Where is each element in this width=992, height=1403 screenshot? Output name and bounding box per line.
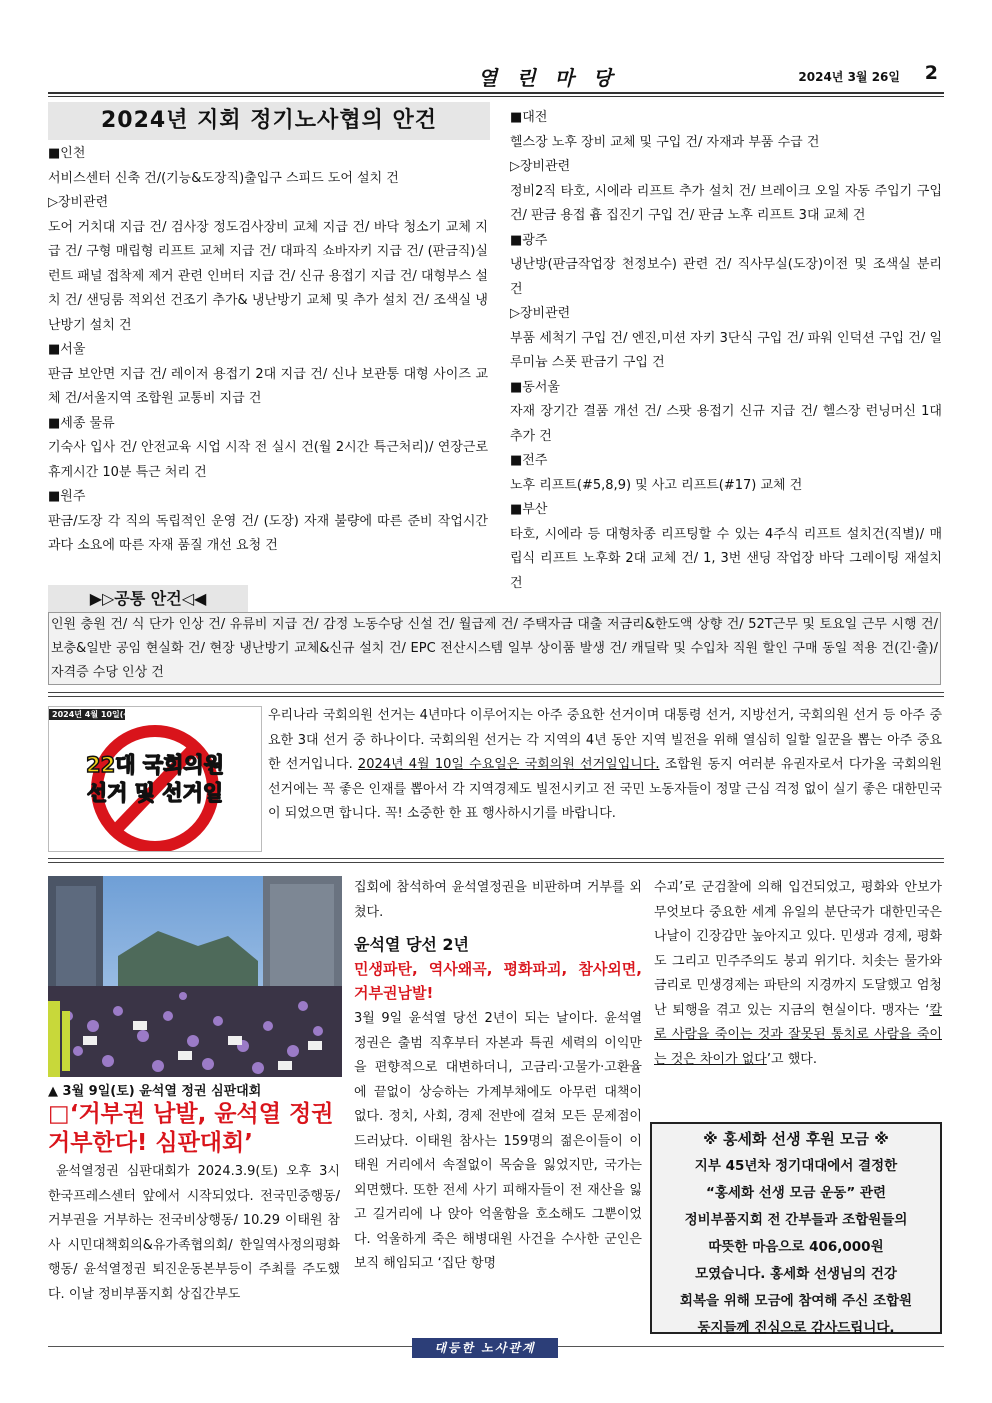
agenda-item-text: 서비스센터 신축 건/(기능&도장직)출입구 스피드 도어 설치 건: [48, 170, 399, 186]
header-rule: [48, 92, 944, 94]
region-heading: ■광주: [510, 232, 548, 248]
donation-box: [650, 1122, 942, 1334]
region-heading: ■전주: [510, 453, 548, 468]
election-badge-line1: 22대 국회의원: [86, 753, 224, 777]
region-heading: ■동서울: [510, 379, 560, 395]
election-text-underlined: 2024년 4월 10일 수요일은 국회의원 선거일입니다.: [357, 757, 660, 772]
masthead: [48, 62, 944, 90]
rally-col3-b: ’고 했다.: [766, 1051, 817, 1067]
election-text-b: 조합원 동지 여러분 유권자로서 다가올 국회의원 선거에는 꼭 좋은 인재를 뽑아서 각 지역경제도 빌전시키고 전 국민 노동자들이 정말 근심 걱정 없이 실기 좋은 대한민국이 되었으면 합니다. 꼭! 소중한 한 표 행사하시기를 바랍니다.: [268, 757, 942, 821]
section-separator-2: [48, 858, 944, 863]
region-heading: ■대전: [510, 110, 548, 125]
rally-column-1: [48, 1160, 340, 1307]
header-rule-thin: [48, 96, 944, 97]
region-heading: ▷장비관련: [510, 306, 571, 321]
newsletter-title: 열 린 마 당: [477, 66, 619, 90]
region-heading: ■원주: [48, 489, 86, 504]
rally-col3-a: 수괴’로 군검찰에 의해 입건되었고, 평화와 안보가 무엇보다 중요한 세계 유일의 분단국가 대한민국은 나날이 긴장감만 높아지고 있다. 민생과 경제, 평화도 그리고 민주주의도 붕괴 위기다. 치솟는 물가와 금리로 민생경제는 파탄의 지경까지 도달했고 엄청난 퇴행을 겪고 있는 지금의 현실이다. 맹자는 ‘: [654, 880, 942, 1018]
section-separator: [48, 692, 944, 697]
agenda-item-text: 기숙사 입사 건/ 안전교육 시업 시작 전 실시 건(월 2시간 특근처리)/ 연장근로 휴게시간 10분 특근 처리 건: [48, 440, 488, 480]
agenda-left-column: [48, 142, 488, 559]
rally-subheading-red: 민생파탄, 역사왜곡, 평화파괴, 참사외면, 거부권남발!: [354, 960, 642, 1002]
election-badge-line2: 선거 및 선거일: [86, 781, 224, 805]
agenda-item-text: 판금 보안면 지급 건/ 레이저 용접기 2대 지급 건/ 신나 보관통 대형 사이즈 교체 건/서울지역 조합원 교통비 지급 건: [48, 366, 488, 406]
rally-crowd-image: [48, 876, 342, 1077]
agenda-item-text: 타호, 시에라 등 대형차종 리프팅할 수 있는 4주식 리프트 설치건(직별)/ 매립식 리프트 노후화 2대 교체 건/ 1, 3번 샌딩 작업장 바닥 그레이팅 재설치 건: [510, 526, 942, 591]
rally-column-3: [654, 876, 942, 1072]
region-heading: ▷장비관련: [48, 195, 109, 210]
rally-col2-intro: 집회에 참석하여 윤석열정권을 비판하며 거부를 외쳤다.: [354, 880, 642, 920]
donation-line: 지부 45년차 정기대대에서 결정한: [694, 1158, 898, 1174]
donation-line: 따뜻한 마음으로 406,000원: [708, 1239, 884, 1255]
donation-title: ※ 홍세화 선생 후원 모금 ※: [703, 1130, 889, 1148]
donation-line: “홍세화 선생 모금 운동” 관련: [706, 1185, 886, 1201]
agenda-item-text: 노후 리프트(#5,8,9) 및 사고 리프트(#17) 교체 건: [510, 477, 803, 493]
common-agenda-title: ▶▷공통 안건◁◀: [48, 585, 248, 613]
election-text: [268, 704, 942, 827]
page-number: 2: [924, 62, 938, 84]
rally-col3-quote: 칼로 사람을 죽이는 것과 잘못된 통치로 사람을 죽이는 것은 차이가 없다: [654, 1002, 942, 1067]
election-badge-date: 2024년 4월 10일(수): [52, 710, 135, 719]
donation-line: 정비부품지회 전 간부들과 조합원들의: [684, 1212, 908, 1228]
region-heading: ▷장비관련: [510, 159, 571, 174]
rally-column-2: [354, 876, 642, 1277]
agenda-item-text: 정비2직 타호, 시에라 리프트 추가 설치 건/ 브레이크 오일 자동 주입기 구입 건/ 판금 용접 흄 집진기 구입 건/ 판금 노후 리프트 3대 교체 건: [510, 183, 942, 223]
rally-subheading: 윤석열 당선 2년: [354, 935, 470, 954]
rally-headline: □‘거부권 남발, 윤석열 정권 거부한다! 심판대회’: [48, 1101, 334, 1156]
agenda-right-column: [510, 106, 942, 596]
donation-line: 회복을 위해 모금에 참여해 주신 조합원: [679, 1293, 913, 1309]
agenda-item-text: 냉난방(판금작업장 천정보수) 관련 건/ 직사무실(도장)이전 및 조색실 분리 건: [510, 257, 942, 297]
agenda-item-text: 판금/도장 각 직의 독립적인 운영 건/ (도장) 자재 불량에 따른 준비 작업시간 과다 소요에 따른 자재 품질 개선 요청 건: [48, 513, 488, 553]
photo-caption: ▲ 3월 9일(토) 윤석열 정권 심판대회: [48, 1084, 262, 1099]
common-agenda-box: 인원 충원 건/ 식 단가 인상 건/ 유류비 지급 건/ 감정 노동수당 신설 건/ 월급제 건/ 주택자금 대출 저금리&한도액 상향 건/ 52T근무 및 토요일 근무 시행 건/ 보충&일반 공임 현실화 건/ 현장 냉난방기 교체&신규 설치 건/ EPC 전산시스템 일부 상이품 발생 건/ 캐딜락 및 수입차 직원 할인 구매 동일 적용 건(긴·출)/ 자격증 수당 인상 건: [48, 612, 941, 685]
agenda-item-text: 도어 거치대 지급 건/ 검사장 정도검사장비 교체 지급 건/ 바닥 청소기 교체 지급 건/ 구형 매립형 리프트 교체 지급 건/ 대파직 쇼바자키 지급 건/ (판금직)실런트 패널 접착제 제거 관련 인버터 지급 건/ 신규 용접기 지급 건/ 대형부스 설치 건/ 샌딩룸 적외선 건조기 추가& 냉난방기 교체 및 추가 설치 건/ 조색실 냉난방기 설치 건: [48, 219, 488, 333]
region-heading: ■서울: [48, 342, 86, 357]
donation-line: 모였습니다. 홍세화 선생님의 건강: [695, 1266, 897, 1282]
agenda-item-text: 자재 장기간 결품 개선 건/ 스팟 용접기 신규 지급 건/ 헬스장 런닝머신 1대 추가 건: [510, 404, 942, 444]
issue-date: 2024년 3월 26일: [798, 70, 900, 84]
election-badge: [48, 706, 262, 852]
footer-slogan: 대등한 노사관계: [412, 1338, 558, 1358]
region-heading: ■세종 물류: [48, 415, 115, 431]
rally-col1-text: 윤석열정권 심판대회가 2024.3.9(토) 오후 3시 한국프레스센터 앞에서 시작되었다. 전국민중행동/거부권을 거부하는 전국비상행동/ 10.29 이태원 참사 시민대책회의&유가족협의회/ 한일역사정의평화행동/ 윤석열정권 퇴진운동본부등이 주최를 주도했다. 이날 정비부품지회 상집간부도: [48, 1164, 340, 1302]
donation-line: 동지들께 진심으로 감사드립니다.: [697, 1320, 895, 1336]
rally-col2-body: 3월 9일 윤석열 당선 2년이 되는 날이다. 윤석열 정권은 출범 직후부터 자본과 특권 세력의 이익만을 편향적으로 대변하더니, 고금리·고물가·고환율에 끝없이 상승하는 가계부채에도 아무런 대책이 없다. 정치, 사회, 경제 전반에 걸쳐 모든 문제점이 드러났다. 이태원 참사는 159명의 젊은이들이 이태원 거리에서 속절없이 목숨을 잃었지만, 국가는 외면했다. 또한 전세 사기 피해자들이 전 재산을 잃고 길거리에 나 앉아 억울함을 호소해도 그뿐이었다. 억울하게 죽은 해병대원 사건을 수사한 군인은 보직 해임되고 ‘집단 항명: [354, 1011, 642, 1271]
agenda-item-text: 헬스장 노후 장비 교체 및 구입 건/ 자재과 부품 수급 건: [510, 134, 820, 150]
agenda-title: 2024년 지회 정기노사협의 안건: [48, 102, 490, 140]
election-text-a: 우리나라 국회의원 선거는 4년마다 이루어지는 아주 중요한 선거이며 대통령 선거, 지방선거, 국회의원 선거 등 아주 중요한 3대 선거 중 하나이다. 국회의원 선거는 각 지역의 4년 동안 지역 빌전을 위해 열심히 일할 일꾼을 뽑는 아주 중요한 선거입니다.: [268, 708, 942, 772]
region-heading: ■부산: [510, 502, 548, 517]
rally-photo: [48, 876, 342, 1077]
agenda-item-text: 부품 세척기 구입 건/ 엔진,미션 자키 3단식 구입 건/ 파워 인덕션 구입 건/ 일루미늄 스폿 판금기 구입 건: [510, 330, 942, 370]
region-heading: ■인천: [48, 146, 86, 161]
